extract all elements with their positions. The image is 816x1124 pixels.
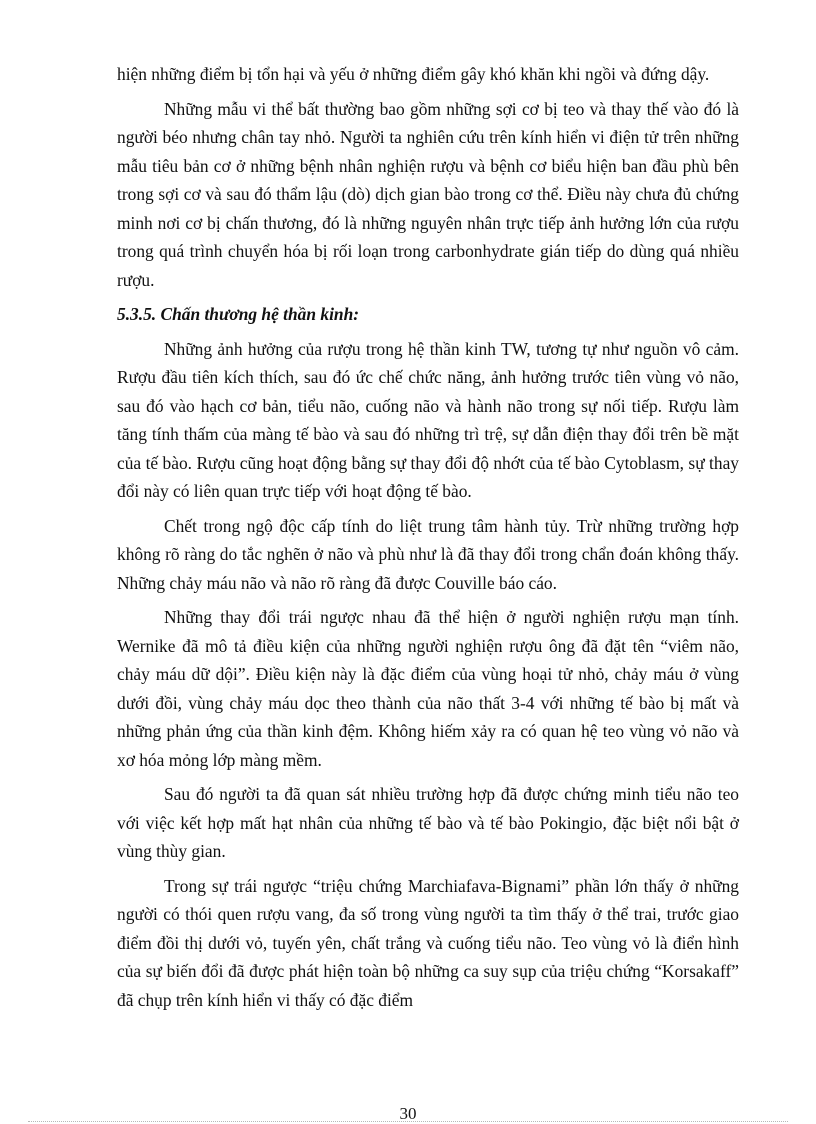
page-number: 30 xyxy=(399,1104,417,1123)
paragraph-muscle-histology: Những mẫu vi thể bất thường bao gồm những sợi cơ bị teo và thay thế vào đó là người béo nhưng chân tay nhỏ. Người ta nghiên cứu trên kính hiển vi điện tử trên những mẫu tiêu bản cơ ở những bệnh nhân nghiện rượu và bệnh cơ biểu hiện ban đầu phù bên trong sợi cơ và sau đó thẩm lậu (dò) dịch gian bào trong cơ thể. Điều này chưa đủ chứng minh nơi cơ bị chấn thương, đó là những nguyên nhân trực tiếp ảnh hưởng lớn của rượu trong quá trình chuyển hóa bị rối loạn trong carbonhydrate gián tiếp do dùng quá nhiều rượu. xyxy=(117,98,739,290)
section-heading: 5.3.5. Chấn thương hệ thần kinh: xyxy=(117,304,360,324)
paragraph-chronic-changes: Những thay đổi trái ngược nhau đã thể hiện ở người nghiện rượu mạn tính. Wernike đã mô tả điều kiện của những người nghiện rượu ông đã đặt tên “viêm não, chảy máu dữ dội”. Điều kiện này là đặc điểm của vùng hoại tử nhỏ, chảy máu ở vùng dưới đồi, vùng chảy máu dọc theo thành của não thất 3-4 với những tế bào bị mất và những phản ứng của thần kinh đệm. Không hiếm xảy ra có quan hệ teo vùng vỏ não và xơ hóa mỏng lớp màng mềm. xyxy=(117,607,739,770)
footer-divider xyxy=(28,1121,788,1122)
paragraph-acute-poisoning: Chết trong ngộ độc cấp tính do liệt trung tâm hành tủy. Trừ những trường hợp không rõ ràng do tắc nghẽn ở não và phù như là đã thay đổi trong chẩn đoán không thấy. Những chảy máu não và não rõ ràng đã được Couville báo cáo. xyxy=(117,515,739,593)
page-body xyxy=(117,60,739,1020)
paragraph-continued: hiện những điểm bị tổn hại và yếu ở những điểm gây khó khăn khi ngồi và đứng dậy. xyxy=(117,64,710,84)
paragraph-cns-effects: Những ảnh hưởng của rượu trong hệ thần kinh TW, tương tự như nguồn vô cảm. Rượu đầu tiên kích thích, sau đó ức chế chức năng, ảnh hưởng trước tiên vùng vỏ não, sau đó vào hạch cơ bản, tiểu não, cuống não và hành não trong sự nối tiếp. Rượu làm tăng tính thấm của màng tế bào và sau đó những trì trệ, sự dẫn điện thay đổi trên bề mặt của tế bào. Rượu cũng hoạt động bằng sự thay đổi độ nhớt của tế bào Cytoblasm, sự thay đổi này có liên quan trực tiếp với hoạt động tế bào. xyxy=(117,338,739,501)
paragraph-cerebellar-atrophy: Sau đó người ta đã quan sát nhiều trường hợp đã được chứng minh tiểu não teo với việc kết hợp mất hạt nhân của những tế bào và tế bào Pokingio, đặc biệt nổi bật ở vùng thùy gian. xyxy=(117,784,739,861)
paragraph-marchiafava-bignami: Trong sự trái ngược “triệu chứng Marchiafava-Bignami” phần lớn thấy ở những người có thói quen rượu vang, đa số trong vùng người ta tìm thấy ở thể trai, trước giao điểm đồi thị dưới vỏ, tuyến yên, chất trắng và cuống tiểu não. Teo vùng vỏ là điển hình của sự biến đổi đã được phát hiện toàn bộ những ca suy sụp của triệu chứng “Korsakaff” đã chụp trên kính hiển vi thấy có đặc điểm xyxy=(117,875,739,1010)
